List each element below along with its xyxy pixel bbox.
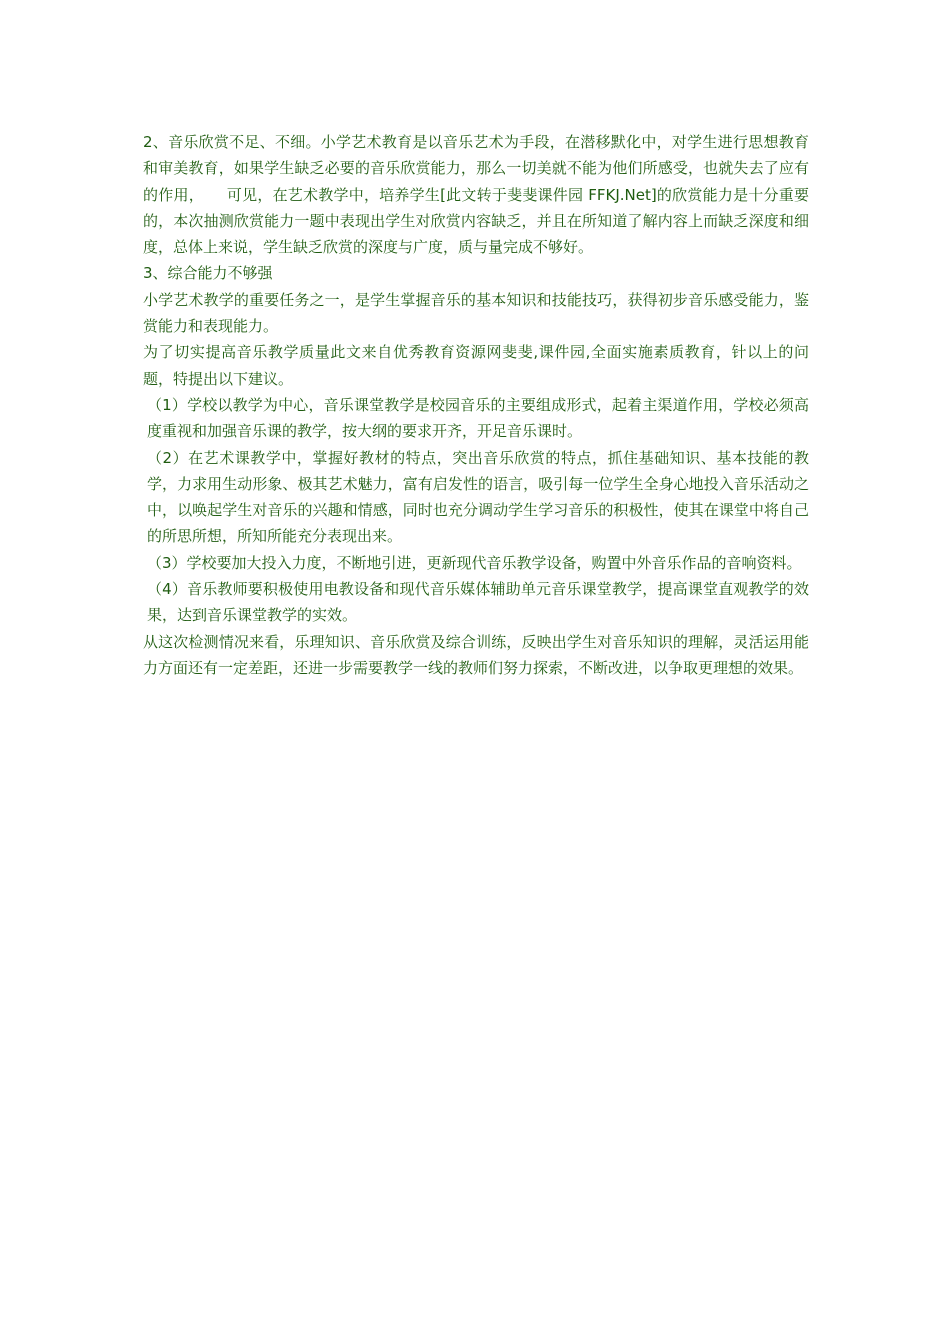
paragraph-suggestion-3: （3）学校要加大投入力度，不断地引进，更新现代音乐教学设备，购置中外音乐作品的音响资料。: [147, 553, 802, 572]
paragraph-suggestions-intro: 为了切实提高音乐教学质量此文来自优秀教育资源网斐斐,课件园,全面实施素质教育，针以上的问题，特提出以下建议。: [143, 343, 809, 388]
paragraph-suggestion-2: （2）在艺术课教学中，掌握好教材的特点，突出音乐欣赏的特点，抓住基础知识、基本技能的教学，力求用生动形象、极其艺术魅力，富有启发性的语言，吸引每一位学生全身心地投入音乐活动之中，以唤起学生对音乐的兴趣和情感，同时也充分调动学生学习音乐的积极性，使其在课堂中将自己的所思所想，所知所能充分表现出来。: [147, 448, 809, 546]
heading-comprehensive-ability: 3、综合能力不够强: [143, 264, 273, 283]
paragraph-music-appreciation: 2、音乐欣赏不足、不细。小学艺术教育是以音乐艺术为手段，在潜移默化中，对学生进行思想教育和审美教育，如果学生缺乏必要的音乐欣赏能力，那么一切美就不能为他们所感受，也就失去了应有的作用， 可见，在艺术教学中，培养学生[此文转于斐斐课件园 FFKJ.Net]的欣赏能力是十分重要的，本次抽测欣赏能力一题中表现出学生对欣赏内容缺乏，并且在所知道了解内容上而缺乏深度和细度，总体上来说，学生缺乏欣赏的深度与广度，质与量完成不够好。: [143, 133, 809, 257]
paragraph-teaching-task: 小学艺术教学的重要任务之一，是学生掌握音乐的基本知识和技能技巧，获得初步音乐感受能力，鉴赏能力和表现能力。: [143, 290, 809, 336]
paragraph-suggestion-4: （4）音乐教师要积极使用电教设备和现代音乐媒体辅助单元音乐课堂教学，提高课堂直观教学的效果，达到音乐课堂教学的实效。: [147, 580, 809, 625]
paragraph-suggestion-1: （1）学校以教学为中心，音乐课堂教学是校园音乐的主要组成形式，起着主渠道作用，学校必须高度重视和加强音乐课的教学，按大纲的要求开齐，开足音乐课时。: [147, 395, 809, 441]
paragraph-conclusion: 从这次检测情况来看，乐理知识、音乐欣赏及综合训练，反映出学生对音乐知识的理解，灵活运用能力方面还有一定差距，还进一步需要教学一线的教师们努力探索，不断改进，以争取更理想的效果。: [143, 632, 809, 677]
document-body: [143, 129, 809, 681]
